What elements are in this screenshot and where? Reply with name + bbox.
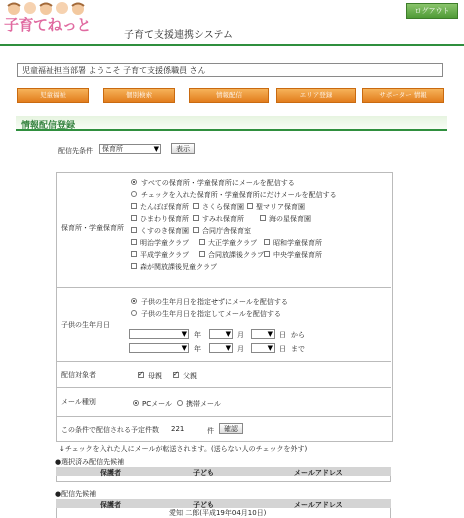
from-day-select[interactable] — [251, 329, 275, 339]
child-name: 愛知 二郎(平成19年04月10日) — [169, 509, 267, 517]
facility-checkbox[interactable] — [193, 215, 199, 221]
selected-table-body — [56, 476, 391, 482]
radio-specify-birthdate[interactable] — [131, 310, 137, 316]
birth-label: 子供の生年月日 — [61, 321, 110, 329]
from-year-select[interactable] — [129, 329, 189, 339]
facility-checkbox[interactable] — [131, 203, 137, 209]
selected-table-header: 保護者 子ども メールアドレス — [56, 467, 391, 476]
table-row[interactable] — [56, 508, 391, 518]
delivery-form — [56, 172, 393, 442]
candidates-table-header: 保護者 子ども メールアドレス — [56, 499, 391, 508]
to-month-select[interactable] — [209, 343, 233, 353]
facility-checkbox[interactable] — [131, 227, 137, 233]
facility-checkbox[interactable] — [264, 239, 270, 245]
target-label: 配信対象者 — [61, 371, 96, 379]
count-label: この条件で配信される予定件数 — [61, 426, 159, 434]
radio-pc-mail[interactable] — [133, 400, 139, 406]
selected-candidates-title: ●選択済み配信先候補 — [55, 458, 125, 466]
mail-type-label: メール種別 — [61, 398, 96, 406]
section-title: 情報配信登録 — [21, 121, 76, 131]
confirm-button[interactable]: 確認 — [219, 423, 243, 434]
chevron-down-icon: ▼ — [225, 330, 231, 338]
chevron-down-icon: ▼ — [267, 344, 273, 352]
radio-checked-facilities[interactable] — [131, 191, 137, 197]
facility-checkbox[interactable] — [131, 251, 137, 257]
dest-condition-select[interactable]: 保育所 ▼ — [99, 144, 161, 154]
facility-checkbox[interactable] — [193, 203, 199, 209]
facility-label: 保育所・学童保育所 — [61, 224, 124, 232]
divider — [56, 287, 391, 288]
nav-child-welfare[interactable]: 児童福祉 — [17, 88, 89, 103]
count-value: 221 — [171, 425, 185, 433]
facility-checkbox[interactable] — [247, 203, 253, 209]
forward-note: ↓チェックを入れた人にメールが転送されます。(送らない人のチェックを外す) — [59, 445, 308, 453]
facility-checkbox[interactable] — [131, 263, 137, 269]
facility-checkbox[interactable] — [131, 239, 137, 245]
system-title: 子育て支援連携システム — [124, 30, 233, 41]
header-divider — [0, 44, 464, 46]
nav-individual-search[interactable]: 個別検索 — [103, 88, 175, 103]
facility-checkbox[interactable] — [131, 215, 137, 221]
nav-supporter-info[interactable]: サポーター 情報 — [362, 88, 444, 103]
logout-button[interactable]: ログアウト — [406, 3, 458, 19]
show-button[interactable]: 表示 — [171, 143, 195, 154]
dest-condition-label: 配信先条件 — [58, 147, 93, 155]
divider — [56, 361, 391, 362]
facility-checkbox[interactable] — [264, 251, 270, 257]
nav-info-delivery[interactable]: 情報配信 — [189, 88, 269, 103]
radio-mobile-mail[interactable] — [177, 400, 183, 406]
facility-checkbox[interactable] — [199, 251, 205, 257]
divider — [56, 416, 391, 417]
welcome-bar: 児童福祉担当部署 ようこそ 子育て支援係職員 さん — [17, 63, 443, 77]
section-header — [16, 116, 447, 131]
facility-checkbox[interactable] — [199, 239, 205, 245]
mother-checkbox[interactable] — [138, 372, 144, 378]
radio-all-facilities[interactable] — [131, 179, 137, 185]
divider — [56, 387, 391, 388]
radio-no-birthdate[interactable] — [131, 298, 137, 304]
chevron-down-icon: ▼ — [181, 344, 187, 352]
chevron-down-icon: ▼ — [267, 330, 273, 338]
to-year-select[interactable] — [129, 343, 189, 353]
chevron-down-icon: ▼ — [225, 344, 231, 352]
chevron-down-icon: ▼ — [153, 145, 159, 153]
to-day-select[interactable] — [251, 343, 275, 353]
app-logo[interactable]: 子育てねっと — [4, 16, 92, 34]
facility-checkbox[interactable] — [260, 215, 266, 221]
candidates-title: ●配信先候補 — [55, 490, 97, 498]
father-checkbox[interactable] — [173, 372, 179, 378]
nav-area-registration[interactable]: エリア登録 — [276, 88, 356, 103]
chevron-down-icon: ▼ — [181, 330, 187, 338]
facility-checkbox[interactable] — [193, 227, 199, 233]
from-month-select[interactable] — [209, 329, 233, 339]
